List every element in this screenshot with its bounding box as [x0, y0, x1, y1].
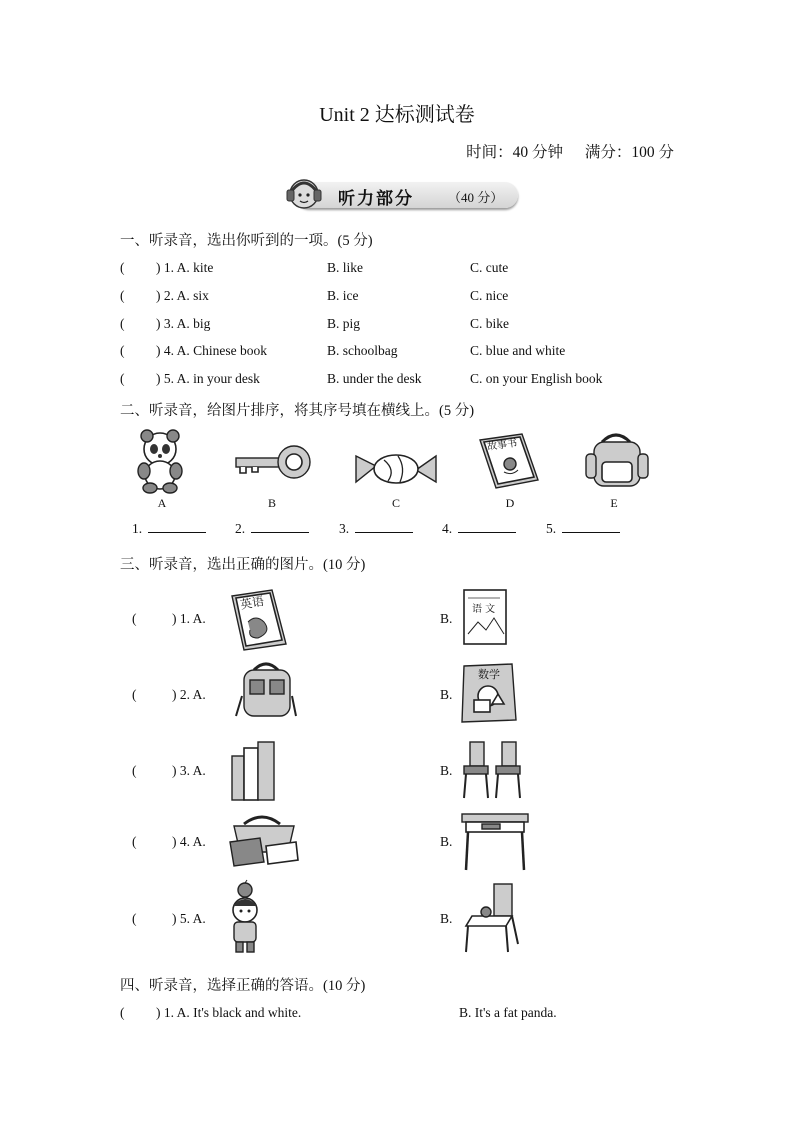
bag-and-books-picture [226, 812, 302, 868]
answer-paren[interactable]: ( [132, 911, 137, 926]
answer-paren[interactable]: ( [132, 834, 137, 849]
p3-item-2-a: ) 2. A. [172, 687, 206, 702]
answer-paren[interactable]: ( [120, 288, 125, 303]
time-limit: 时间：40 分钟 [466, 144, 563, 161]
pic-letter-a: A [157, 496, 167, 510]
p3-item-5-a: ) 5. A. [172, 911, 206, 926]
chinese-book-picture [460, 586, 510, 648]
math-book-label: 数学 [478, 668, 500, 681]
part4-heading: 四、听录音，选择正确的答语。(10 分) [120, 978, 366, 994]
boy-with-apple-picture [222, 880, 268, 956]
p1-item-1-b: B. like [327, 260, 363, 275]
answer-line[interactable] [251, 520, 309, 533]
p3-item-2-b: B. [440, 687, 453, 702]
pic-letter-c: C [391, 496, 400, 510]
pic-letter-e: E [610, 496, 618, 510]
answer-line[interactable] [148, 520, 206, 533]
full-score: 满分：100 分 [584, 144, 674, 161]
p1-item-4-a: ) 4. A. Chinese book [156, 343, 267, 358]
headphone-boy-icon [280, 174, 326, 214]
desk-picture [460, 808, 532, 874]
p1-item-4-c: C. blue and white [470, 343, 566, 358]
answer-line[interactable] [355, 520, 413, 533]
order-blank-5[interactable] [546, 520, 620, 537]
chair-with-items-picture [462, 880, 532, 956]
p1-item-3-b: B. pig [327, 316, 361, 331]
order-blank-1[interactable] [132, 520, 206, 537]
p3-item-1-b: B. [440, 611, 453, 626]
p1-item-5-b: B. under the desk [327, 371, 422, 386]
pic-letter-b: B [267, 496, 276, 510]
chinese-book-label: 语 文 [472, 604, 496, 615]
pic-letter-d: D [505, 496, 515, 510]
p1-item-4-b: B. schoolbag [327, 343, 398, 358]
listening-banner [274, 174, 518, 214]
part2-heading: 二、听录音，给图片排序，将其序号填在横线上。(5 分) [120, 403, 475, 419]
answer-paren[interactable]: ( [132, 611, 137, 626]
p1-item-2-a: ) 2. A. six [156, 288, 209, 303]
blank-number: 2. [235, 521, 246, 536]
p1-item-2-c: C. nice [470, 288, 509, 303]
p1-item-3-c: C. bike [470, 316, 509, 331]
p1-item-1-a: ) 1. A. kite [156, 260, 214, 275]
answer-paren[interactable]: ( [132, 687, 137, 702]
p1-item-2-b: B. ice [327, 288, 359, 303]
blank-number: 3. [339, 521, 350, 536]
key-picture [232, 440, 312, 490]
exam-meta [448, 140, 674, 162]
blank-number: 4. [442, 521, 453, 536]
answer-paren[interactable]: ( [120, 316, 125, 331]
answer-paren[interactable]: ( [120, 1005, 125, 1020]
banner-score: （40 分） [448, 190, 504, 205]
p3-item-3-a: ) 3. A. [172, 763, 206, 778]
books-picture [228, 738, 280, 804]
p3-item-4-a: ) 4. A. [172, 834, 206, 849]
english-book-label: 英语 [239, 594, 266, 612]
answer-line[interactable] [562, 520, 620, 533]
answer-line[interactable] [458, 520, 516, 533]
p3-item-5-b: B. [440, 911, 453, 926]
panda-picture [130, 425, 190, 495]
p3-item-4-b: B. [440, 834, 453, 849]
p4-item-1-b: B. It's a fat panda. [459, 1005, 557, 1020]
part3-heading: 三、听录音，选出正确的图片。(10 分) [120, 557, 366, 573]
answer-paren[interactable]: ( [120, 371, 125, 386]
answer-paren[interactable]: ( [120, 260, 125, 275]
p1-item-5-a: ) 5. A. in your desk [156, 371, 260, 386]
schoolbag-picture [584, 432, 650, 492]
part1-heading: 一、听录音，选出你听到的一项。(5 分) [120, 233, 373, 249]
order-blank-2[interactable] [235, 520, 309, 537]
order-blank-4[interactable] [442, 520, 516, 537]
answer-paren[interactable]: ( [132, 763, 137, 778]
banner-label: 听力部分 [338, 189, 414, 209]
blank-number: 1. [132, 521, 143, 536]
p1-item-5-c: C. on your English book [470, 371, 603, 386]
answer-paren[interactable]: ( [120, 343, 125, 358]
storybook-label: 故事书 [486, 437, 518, 454]
order-blank-3[interactable] [339, 520, 413, 537]
page-title: Unit 2 达标测试卷 [319, 104, 475, 126]
blank-number: 5. [546, 521, 557, 536]
schoolbag-picture [232, 660, 298, 724]
p1-item-3-a: ) 3. A. big [156, 316, 211, 331]
p4-item-1-a: ) 1. A. It's black and white. [156, 1005, 302, 1020]
p3-item-3-b: B. [440, 763, 453, 778]
p1-item-1-c: C. cute [470, 260, 509, 275]
candy-picture [352, 448, 440, 490]
p3-item-1-a: ) 1. A. [172, 611, 206, 626]
chairs-picture [458, 738, 524, 804]
